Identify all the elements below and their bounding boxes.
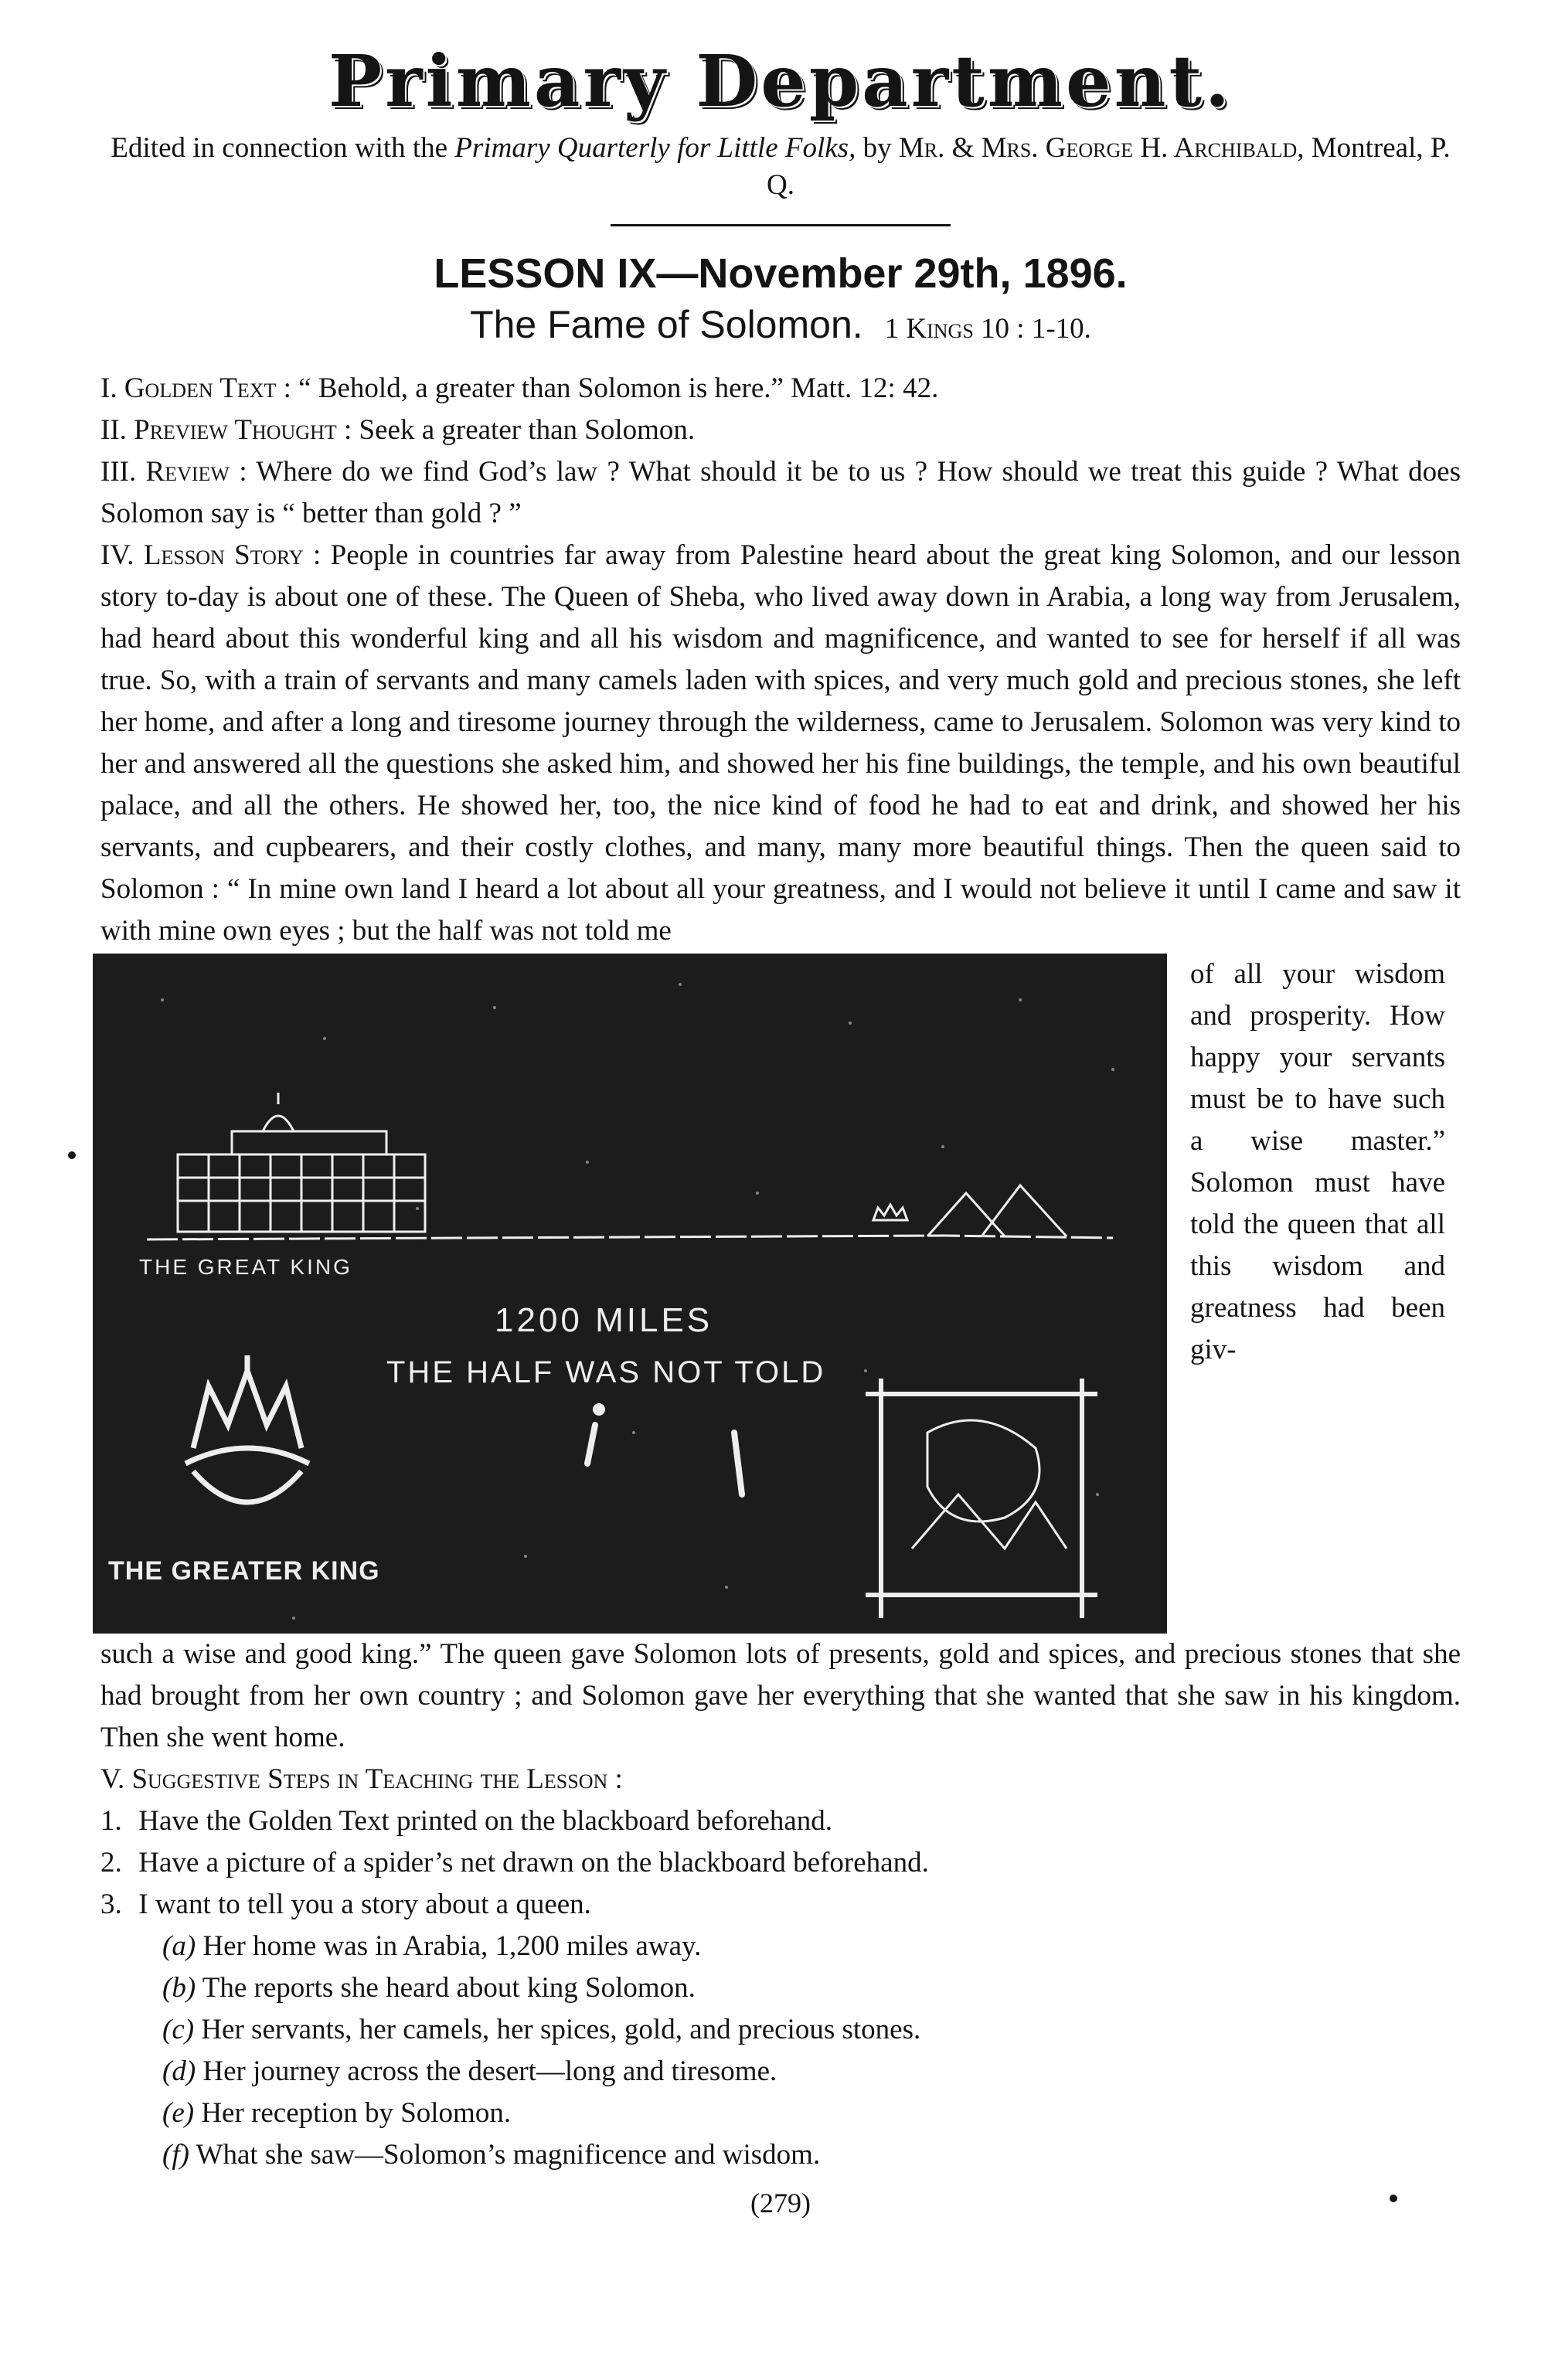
review-body: Where do we find God’s law ? What should it be to us ? How should we treat this guide ? What does Solomon say is “ better than gold ? ” xyxy=(100,456,1461,529)
substep-item xyxy=(100,2009,1461,2051)
chalk-marks xyxy=(587,1406,742,1494)
label-half-not-told: THE HALF WAS NOT TOLD xyxy=(386,1355,826,1389)
preview-label: II. Preview Thought : xyxy=(100,414,352,446)
pyramids-drawing xyxy=(873,1185,1067,1236)
step-item xyxy=(100,1884,1461,1926)
palace-drawing xyxy=(178,1093,425,1232)
preview-body: Seek a greater than Solomon. xyxy=(352,414,696,446)
label-miles: 1200 MILES xyxy=(495,1301,713,1339)
substep-text: Her reception by Solomon. xyxy=(201,2097,512,2129)
substep-text: The reports she heard about king Solomon. xyxy=(202,1972,696,2004)
substep-item xyxy=(100,1926,1461,1967)
step-text: Have the Golden Text printed on the blackboard beforehand. xyxy=(138,1805,833,1837)
substep-letter: (f) xyxy=(162,2139,189,2171)
step-text: Have a picture of a spider’s net drawn on the blackboard beforehand. xyxy=(138,1847,929,1878)
review xyxy=(100,451,1461,535)
lesson-story-label: IV. Lesson Story : xyxy=(100,539,322,571)
substep-letter: (c) xyxy=(162,2014,195,2045)
preview-thought xyxy=(100,410,1461,451)
step-item xyxy=(100,1842,1461,1884)
substep-item xyxy=(100,2051,1461,2093)
margin-dot xyxy=(1390,2195,1397,2202)
crown-drawing xyxy=(185,1355,309,1502)
substep-text: What she saw—Solomon’s magnificence and wisdom. xyxy=(196,2139,821,2171)
blackboard-illustration xyxy=(93,954,1167,1634)
substep-item xyxy=(100,2093,1461,2134)
step-number: 2. xyxy=(100,1847,122,1878)
lesson-reference: 1 Kings 10 : 1-10. xyxy=(884,313,1091,345)
golden-text xyxy=(100,368,1461,410)
label-great-king: THE GREAT KING xyxy=(139,1255,352,1279)
lesson-subtitle-line xyxy=(100,301,1461,359)
golden-text-label: I. Golden Text : xyxy=(100,372,291,404)
edited-by-place: Montreal, P. Q. xyxy=(767,132,1451,201)
review-label: III. Review : xyxy=(100,456,247,488)
story-side-text: of all your wisdom and prosperity. How happy your servants must be to have such a wise master.” Solomon must have told the queen that all this wisdom and greatness had been giv- xyxy=(1190,958,1445,1365)
substep-letter: (d) xyxy=(162,2055,196,2087)
margin-dot xyxy=(68,1151,76,1159)
substep-text: Her servants, her camels, her spices, gold, and precious stones. xyxy=(201,2014,921,2045)
blackboard-drawing xyxy=(93,954,1167,1634)
quarterly-title: Primary Quarterly for Little Folks, xyxy=(454,132,856,164)
lesson-story-body: People in countries far away from Palestine heard about the great king Solomon, and our lesson story to-day is about one of these. The Queen of Sheba, who lived away down in Arabia, a long way from Jerusalem, had heard about this wonderful king and all his wisdom and magnificence, and wanted to see for herself if all was true. So, with a train of servants and many camels laden with spices, and very much gold and precious stones, she left her home, and after a long and tiresome journey through the wilderness, came to Jerusalem. Solomon was very kind to her and answered all the questions she asked him, and showed her his fine buildings, the temple, and his own beautiful palace, and all the others. He showed her, too, the nice kind of food he had to eat and drink, and showed her his servants, and cupbearers, and their costly clothes, and many, many more beautiful things. Then the queen said to Solomon : “ In mine own land I heard a lot about all your greatness, and I would not believe it until I came and saw it with mine own eyes ; but the half was not told me xyxy=(100,539,1461,947)
edited-by-line xyxy=(100,130,1461,204)
figure-row xyxy=(100,954,1461,1634)
framed-picture xyxy=(866,1379,1097,1618)
page-number: (279) xyxy=(750,2188,811,2218)
edited-by-mid: by xyxy=(856,132,899,164)
divider-rule xyxy=(611,224,951,226)
step-item xyxy=(100,1800,1461,1842)
story-end: such a wise and good king.” The queen gave Solomon lots of presents, gold and spices, and precious stones that she had brought from her own country ; and Solomon gave her everything that she wanted that she saw in his kingdom. Then she went home. xyxy=(100,1638,1461,1753)
lesson-title: LESSON IX—November 29th, 1896. xyxy=(434,250,1128,297)
teaching-steps xyxy=(100,1759,1461,2176)
steps-heading: V. Suggestive Steps in Teaching the Lesson : xyxy=(100,1763,623,1795)
masthead: Primary Department. xyxy=(328,39,1233,123)
golden-text-body: “ Behold, a greater than Solomon is here.” Matt. 12: 42. xyxy=(291,372,939,404)
label-greater-king: THE GREATER KING xyxy=(108,1556,380,1586)
step-number: 1. xyxy=(100,1805,122,1837)
edited-by-pre: Edited in connection with the xyxy=(111,132,455,164)
substep-letter: (e) xyxy=(162,2097,195,2129)
substep-letter: (b) xyxy=(162,1972,196,2004)
substep-text: Her journey across the desert—long and tiresome. xyxy=(202,2055,777,2087)
page xyxy=(100,39,1461,2219)
substep-letter: (a) xyxy=(162,1930,196,1962)
lesson-subtitle: The Fame of Solomon. xyxy=(470,303,863,346)
lesson-story xyxy=(100,535,1461,952)
horizon-line xyxy=(147,1236,1113,1239)
substep-item xyxy=(100,2134,1461,2176)
story-side-column xyxy=(1190,954,1445,1371)
editors-names: Mr. & Mrs. George H. Archibald, xyxy=(898,132,1305,164)
step-number: 3. xyxy=(100,1889,122,1920)
step-text: I want to tell you a story about a queen. xyxy=(138,1889,591,1920)
substep-text: Her home was in Arabia, 1,200 miles away. xyxy=(202,1930,702,1962)
substep-item xyxy=(100,1967,1461,2009)
